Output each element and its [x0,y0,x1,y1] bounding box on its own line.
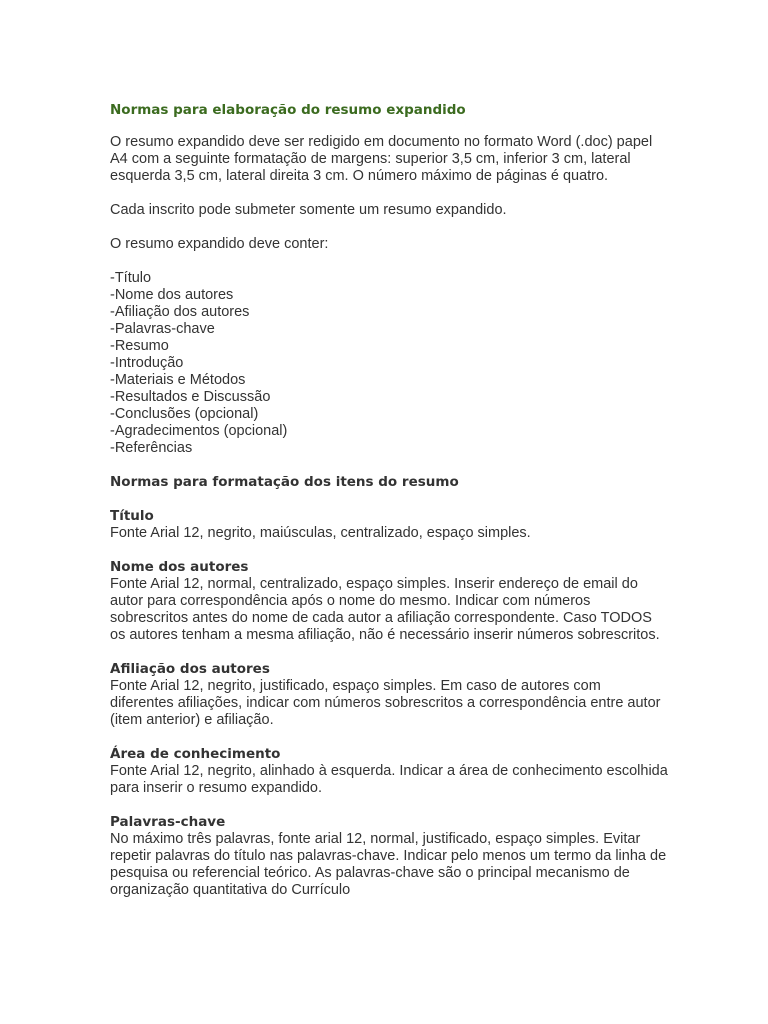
section-heading: Área de conhecimento [110,746,281,762]
list-item: -Referências [110,440,193,456]
section-text: Fonte Arial 12, normal, centralizado, espaço simples. Inserir endereço de email do autor para correspondência após o nome do mesmo. Indicar com números sobrescritos antes do nome de cada autor a afiliação correspondente. Caso TODOS os autores tenham a mesma afiliação, não é necessário inserir números sobrescritos. [110,576,660,643]
formatting-section-title: Normas para formatação dos itens do resumo [110,474,459,490]
list-item: -Título [110,270,152,286]
list-item: -Agradecimentos (opcional) [110,423,288,439]
list-item: -Introdução [110,355,184,371]
section-area-conhecimento [110,746,668,797]
section-heading: Afiliação dos autores [110,661,270,677]
list-item: -Palavras-chave [110,321,215,337]
section-heading: Nome dos autores [110,559,249,575]
list-item: -Nome dos autores [110,287,234,303]
section-palavras-chave [110,814,668,899]
document-title: Normas para elaboração do resumo expandido [110,102,466,118]
section-text: Fonte Arial 12, negrito, justificado, espaço simples. Em caso de autores com diferentes afiliações, indicar com números sobrescritos a correspondência entre autor (item anterior) e afiliação. [110,678,661,728]
intro-paragraph-submission: Cada inscrito pode submeter somente um resumo expandido. [110,202,507,218]
list-item: -Resultados e Discussão [110,389,271,405]
list-item: -Afiliação dos autores [110,304,250,320]
section-heading: Palavras-chave [110,814,226,830]
contents-list [110,270,668,457]
section-text: No máximo três palavras, fonte arial 12, normal, justificado, espaço simples. Evitar repetir palavras do título nas palavras-chave. Indicar pelo menos um termo da linha de pesquisa ou referencial teórico. As palavras-chave são o principal mecanismo de organização quantitativa do Currículo [110,831,667,898]
section-titulo [110,508,668,542]
list-item: -Conclusões (opcional) [110,406,259,422]
intro-paragraph-contents: O resumo expandido deve conter: [110,236,329,252]
list-item: -Resumo [110,338,169,354]
section-nome-autores [110,559,668,644]
section-heading: Título [110,508,154,524]
intro-paragraph-format: O resumo expandido deve ser redigido em documento no formato Word (.doc) papel A4 com a seguinte formatação de margens: superior 3,5 cm, inferior 3 cm, lateral esquerda 3,5 cm, lateral direita 3 cm. O número máximo de páginas é quatro. [110,134,653,184]
section-text: Fonte Arial 12, negrito, maiúsculas, centralizado, espaço simples. [110,525,531,541]
section-afiliacao-autores [110,661,668,729]
section-text: Fonte Arial 12, negrito, alinhado à esquerda. Indicar a área de conhecimento escolhida para inserir o resumo expandido. [110,763,668,796]
list-item: -Materiais e Métodos [110,372,246,388]
